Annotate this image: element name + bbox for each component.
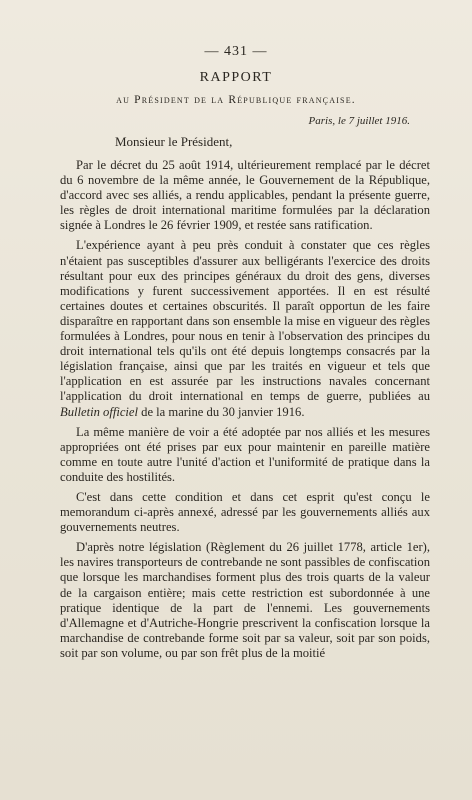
paragraph-memorandum: C'est dans cette condition et dans cet esprit qu'est conçu le memorandum ci-après annexé, adressé par les gouvernements alliés aux gouvernements neutres. bbox=[60, 489, 430, 535]
report-body bbox=[60, 158, 430, 666]
dateline: Paris, le 7 juillet 1916. bbox=[308, 115, 410, 127]
page-number: — 431 — bbox=[204, 44, 268, 59]
document-title: RAPPORT bbox=[199, 70, 273, 85]
addressee-line: au Président de la République française. bbox=[116, 94, 356, 106]
paragraph-decree: Par le décret du 25 août 1914, ultérieurement remplacé par le décret du 6 novembre de la même année, le Gouvernement de la République, d'accord avec ses alliés, a rendu applicables, pendant la présente guerre, les règles de droit international maritime formulées par la déclaration signée à Londres le 26 février 1909, et restée sans ratification. bbox=[60, 158, 430, 233]
paragraph-experience-end: de la marine du 30 janvier 1916. bbox=[138, 404, 305, 419]
paragraph-legislation: D'après notre législation (Règlement du 26 juillet 1778, article 1er), les navires transporteurs de contrebande ne sont passibles de confiscation que lorsque les marchandises forment plus des trois quarts de la valeur de la cargaison entière; mais cette restriction est subordonnée à une pratique identique de la part de l'ennemi. Les gouvernements d'Allemagne et d'Autriche-Hongrie prescrivent la confiscation lorsque la marchandise de contrebande forme soit par sa valeur, soit par son poids, soit par son volume, ou par son frêt plus de la moitié bbox=[60, 540, 430, 660]
bulletin-citation: Bulletin officiel bbox=[60, 404, 138, 419]
paragraph-experience-text: L'expérience ayant à peu près conduit à constater que ces règles n'étaient pas susceptibles d'assurer aux belligérants l'exercice des droits résultant pour eux des principes généraux du droit des gens, diverses modifications y furent successivement apportées. Il en est résulté certaines doutes et certaines obscurités. Il paraît opportun de les faire disparaître en rapportant dans son ensemble la mise en vigueur des règles formulées à Londres, pour nous en tenir à l'observation des principes du droit international tels qu'ils ont été depuis longtemps consacrés par la législation française, ainsi que par les traités en vigueur et tels que l'application en est assurée par les instructions navales concernant l'application du droit international en temps de guerre, publiées au bbox=[60, 238, 430, 404]
paragraph-experience bbox=[60, 238, 430, 419]
salutation: Monsieur le Président, bbox=[115, 134, 233, 149]
paragraph-allies: La même manière de voir a été adoptée par nos alliés et les mesures appropriées ont été prises par eux pour maintenir en pareille matière comme en toute autre l'unité d'action et l'uniformité de pratique dans la conduite des hostilités. bbox=[60, 424, 430, 484]
